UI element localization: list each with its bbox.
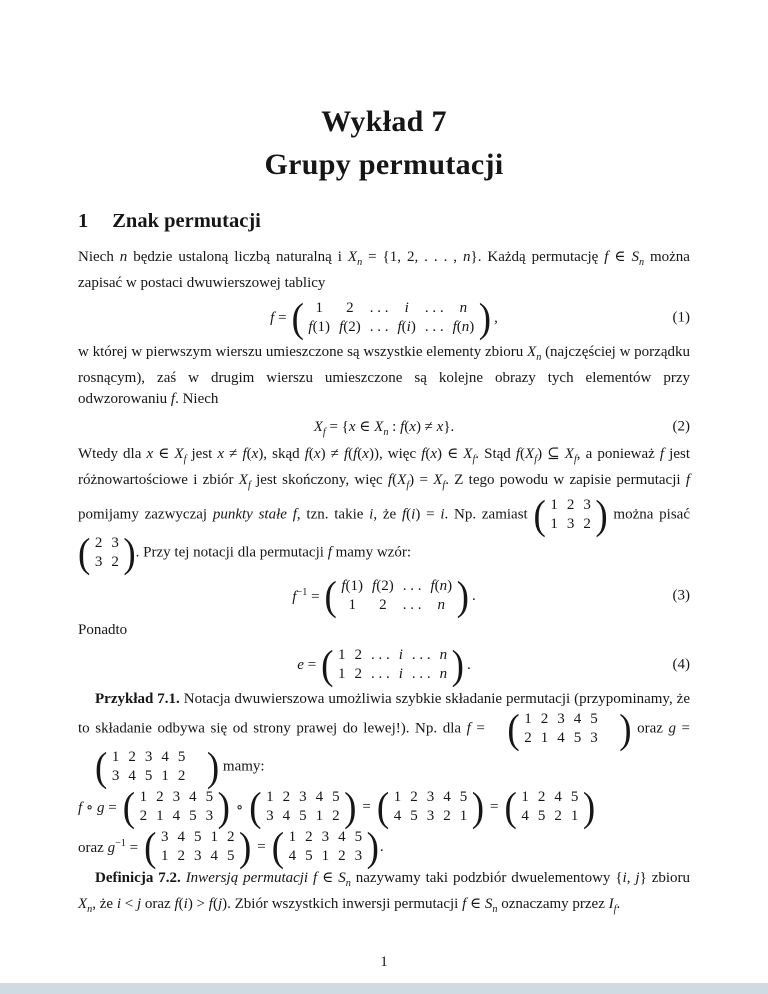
title-line-1: Wykład 7: [321, 105, 447, 138]
definition-paragraph: [78, 868, 690, 920]
inverse-lhs: oraz $g^{-1}$ =: [78, 837, 139, 856]
inverse-permutation-matrix: ( f(1) f(2) . . . f(n) 1 2 . . . n ): [324, 573, 469, 619]
equation-3-lhs: $f^{-1}$ =: [292, 586, 320, 605]
composition-lhs: f ∘ g =: [78, 799, 117, 816]
fixed-points-text-1: Wtedy dla x ∈ $X_f$ jest x ≠ f(x), skąd f(x) ≠ f(f(x)), więc f(x) ∈ $X_f$. Stąd $f(X_f)$ ⊆ $X_f$, a ponieważ f jest różnowartościowe i zbiór $X_f$ jest skończony, więc $f(X_f) = X_f$. Z tego powodu w zapisie permutacji f pomijamy zazwyczaj punkty stałe f, tzn. takie i, że f(i) = i. Np. zamiast: [78, 446, 690, 523]
example-matrix-g: ( 1 2 3 4 5 3 4 5 1 2 ): [95, 744, 220, 790]
section-title: Znak permutacji: [112, 210, 261, 232]
definition-body: Inwersją permutacji f ∈ $S_n$ nazywamy taki podzbiór dwuelementowy {i, j} zbioru $X_n$, że i < j oraz f(i) > f(j). Zbiór wszystkich inwersji permutacji f ∈ $S_n$ oznaczamy przez $I_f$.: [78, 870, 691, 915]
equation-4-trail: .: [466, 656, 471, 673]
example-paragraph: [78, 689, 690, 790]
example-text-1: Notacja dwuwierszowa umożliwia szybkie składanie permutacji (przypominamy, że to składanie odbywa się od strony prawej do lewej!). Np. dla f =: [78, 691, 690, 737]
fixed-points-text-3: . Przy tej notacji dla permutacji f mamy wzór:: [135, 544, 412, 561]
composition-matrix-2: ( 1 2 3 4 5 3 4 5 1 2 ): [249, 784, 357, 830]
equation-1: [78, 295, 690, 341]
composition-equals-2: =: [490, 798, 499, 815]
composition-matrix-1: ( 1 2 3 4 5 2 1 4 5 3 ): [122, 784, 230, 830]
title-line-2: Grupy permutacji: [264, 148, 504, 181]
composition-reduced-matrix: ( 1 2 4 5 4 5 2 1 ): [504, 784, 596, 830]
fixed-points-text-2: można pisać: [613, 506, 690, 523]
page-number: 1: [380, 954, 388, 970]
equation-4: [78, 642, 690, 688]
identity-permutation-matrix: ( 1 2 . . . i . . . n 1 2 . . . i . . . n ): [321, 642, 464, 688]
inverse-matrix-2: ( 1 2 3 4 5 4 5 1 2 3 ): [271, 824, 379, 870]
inverse-matrix-1: ( 3 4 5 1 2 1 2 3 4 5 ): [144, 824, 252, 870]
composition-operator: ∘: [235, 799, 244, 816]
paragraph-rows-description: w której w pierwszym wierszu umieszczone są wszystkie elementy zbioru $X_n$ (najczęściej w porządku rosnącym), zaś w drugim wierszu umieszczone są kolejne obrazy tych elementów przy odwzorowaniu f. Niech: [78, 344, 690, 407]
composition-line: [78, 784, 690, 830]
viewer-bottom-strip: [0, 983, 768, 994]
equation-4-lhs: e =: [297, 656, 317, 673]
equation-4-tag: (4): [672, 656, 690, 673]
inline-matrix-123-132: ( 1 2 3 1 3 2 ): [533, 492, 608, 538]
equation-2-tag: (2): [672, 418, 690, 435]
permutation-matrix: ( 1 2 . . . i . . . n f(1) f(2) . . . f(i) . . . f(n) ): [291, 295, 492, 341]
example-text-3: mamy:: [222, 758, 265, 775]
equation-3-trail: .: [471, 587, 476, 604]
inverse-period: .: [379, 838, 384, 855]
paragraph-intro: Niech n będzie ustaloną liczbą naturalną i $X_n = \{1$, 2, . . . , n}. Każdą permutację f ∈ $S_n$ można zapisać w postaci dwuwierszowej tablicy: [78, 249, 690, 291]
example-label: Przykład 7.1.: [95, 691, 180, 707]
inverse-equals: =: [257, 838, 266, 855]
section-heading: [78, 210, 690, 233]
equation-1-lhs: f =: [270, 309, 287, 326]
section-number: 1: [78, 210, 89, 232]
definition-label: Definicja 7.2.: [95, 870, 181, 886]
example-matrix-f: ( 1 2 3 4 5 2 1 4 5 3 ): [507, 706, 632, 752]
page-title: [78, 100, 690, 186]
example-text-2: oraz g =: [637, 720, 690, 737]
composition-equals-1: =: [362, 798, 371, 815]
equation-2-body: $X_f = \{x$ ∈ $X_n$ : f(x) ≠ x}.: [313, 418, 455, 438]
composition-result-matrix: ( 1 2 3 4 5 4 5 3 2 1 ): [376, 784, 485, 830]
paragraph-fixed-points: [78, 444, 690, 576]
paragraph-ponadto: Ponadto: [78, 622, 128, 638]
equation-1-tag: (1): [672, 309, 690, 326]
equation-3: [78, 573, 690, 619]
inline-matrix-23-32: ( 2 3 3 2 ): [78, 530, 136, 576]
equation-1-trail: ,: [494, 309, 498, 326]
inverse-line: [78, 824, 690, 870]
equation-3-tag: (3): [672, 587, 690, 604]
equation-2: [78, 415, 690, 439]
